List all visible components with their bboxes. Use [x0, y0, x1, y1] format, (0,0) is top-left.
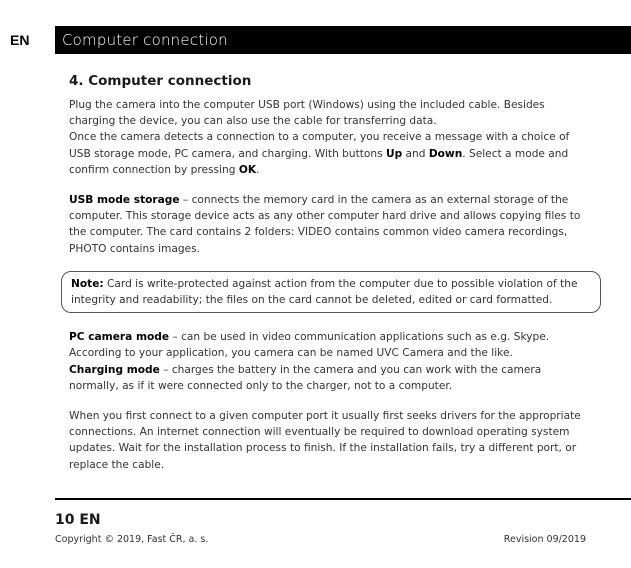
drivers-paragraph: When you first connect to a given computer port it usually first seeks drivers for the appropriate connections. An internet connection will eventually be required to download operating system updates. Wait for the installation process to finish. If the installation fails, try a different port, or replace the cable. — [69, 410, 581, 471]
intro-paragraph-2 — [69, 129, 587, 178]
pc-camera-label: PC camera mode — [69, 331, 170, 344]
button-ok-label: OK — [238, 163, 257, 176]
revision-text: Revision 09/2019 — [503, 534, 586, 545]
intro-paragraph-1: Plug the camera into the computer USB port (Windows) using the included cable. Besides charging the device, you can also use the cable for transferring data. — [69, 99, 545, 128]
copyright-text: Copyright © 2019, Fast ČR, a. s. — [55, 534, 209, 545]
usb-mode-text: – connects the memory card in the camera as an external storage of the computer. This storage device acts as any other computer hard drive and allows copying files to the computer. The card contains 2 folders: VIDEO contains common video camera recordings, PHOTO contains images. — [69, 194, 581, 255]
button-down-label: Down — [428, 147, 463, 160]
usb-mode-paragraph — [69, 192, 587, 257]
page-title: Computer connection — [55, 26, 631, 54]
intro-text: . Select a mode and confirm connection by pressing — [69, 147, 569, 176]
footer-divider — [55, 498, 631, 500]
header-bar — [0, 26, 631, 54]
language-tag: EN — [10, 32, 30, 48]
intro-text: and — [402, 147, 429, 160]
note-paragraph — [71, 276, 590, 308]
main-content — [69, 71, 587, 473]
usb-mode-label: USB mode storage — [69, 194, 180, 207]
note-text: Card is write-protected against action from the computer due to possible violation of the integrity and readability; the files on the card cannot be deleted, edited or card formatted. — [71, 277, 578, 307]
page-number: 10 EN — [55, 512, 101, 528]
intro-text: Once the camera detects a connection to a computer, you receive a message with a choice of USB storage mode, PC camera, and charging. With buttons — [69, 131, 570, 160]
button-up-label: Up — [385, 147, 403, 160]
pc-camera-text: – can be used in video communication applications such as e.g. Skype. According to your application, you camera can be named UVC Camera and the like. — [69, 331, 550, 360]
charging-label: Charging mode — [69, 363, 160, 376]
charging-paragraph — [69, 362, 587, 394]
intro-text: . — [256, 163, 260, 176]
section-heading: 4. Computer connection — [69, 73, 252, 89]
note-label: Note: — [71, 277, 104, 290]
note-box — [61, 271, 601, 313]
charging-text: – charges the battery in the camera and you can work with the camera normally, as if it were connected only to the charger, not to a computer. — [69, 363, 542, 392]
pc-camera-paragraph — [69, 329, 587, 361]
